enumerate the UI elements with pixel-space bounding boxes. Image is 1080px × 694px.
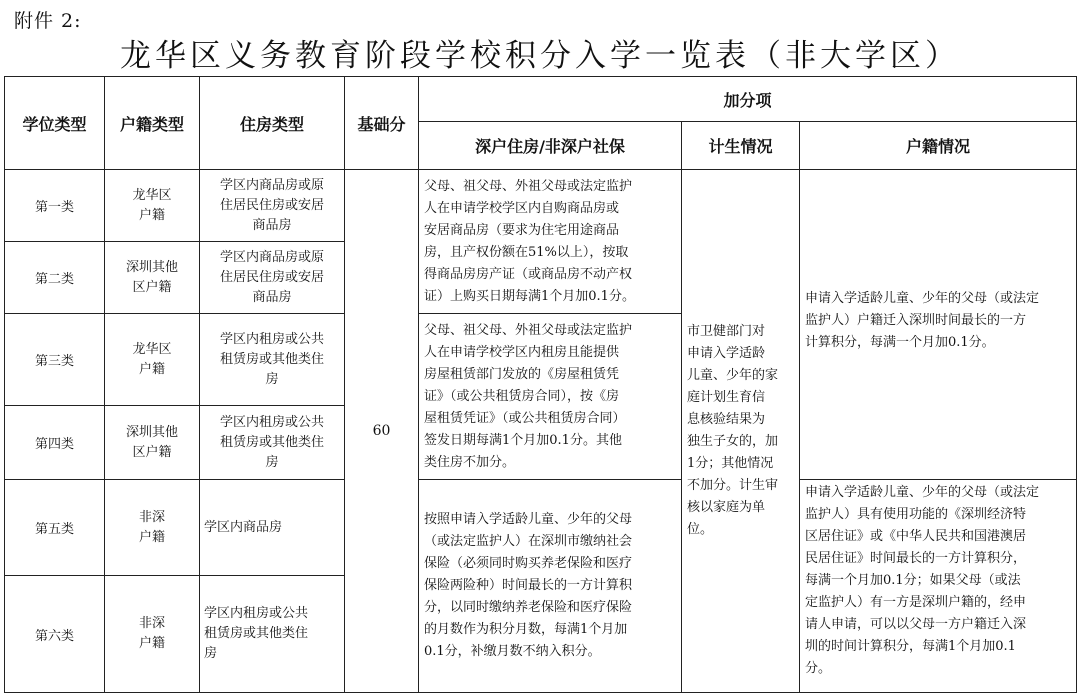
header-housing-social: 深户住房/非深户社保 (419, 122, 682, 170)
category-cell: 第四类 (5, 406, 105, 480)
category-cell: 第一类 (5, 170, 105, 242)
housing-cell: 学区内商品房 (200, 480, 345, 576)
header-degree-type: 学位类型 (5, 77, 105, 170)
hukou-cell: 深圳其他 区户籍 (105, 406, 200, 480)
header-base-score: 基础分 (345, 77, 419, 170)
housing-cell: 学区内租房或公共 租赁房或其他类住 房 (200, 406, 345, 480)
header-hukou-status: 户籍情况 (800, 122, 1077, 170)
category-cell: 第五类 (5, 480, 105, 576)
table-row (5, 170, 1077, 242)
header-bonus: 加分项 (419, 77, 1077, 122)
header-family-planning: 计生情况 (682, 122, 800, 170)
hukou-cell: 深圳其他 区户籍 (105, 242, 200, 314)
base-score-value: 60 (345, 170, 419, 693)
hukou-cell: 非深 户籍 (105, 480, 200, 576)
hukou-cell: 非深 户籍 (105, 576, 200, 693)
attachment-label: 附件 2: (14, 10, 82, 32)
hukou-status-shenzhen: 申请入学适龄儿童、少年的父母（或法定 监护人）户籍迁入深圳时间最长的一方 计算积分，每满一个月加0.1分。 (800, 170, 1077, 480)
bonus-owned-housing: 父母、祖父母、外祖父母或法定监护 人在申请学校学区内自购商品房或 安居商品房（要求为住宅用途商品 房，且产权份额在51%以上），按取 得商品房房产证（或商品房不动产权 证）上购买日期每满1个月加0.1分。 (419, 170, 682, 314)
housing-cell: 学区内租房或公共 租赁房或其他类住 房 (200, 576, 345, 693)
category-cell: 第三类 (5, 314, 105, 406)
table-row (5, 480, 1077, 576)
header-hukou-type: 户籍类型 (105, 77, 200, 170)
hukou-cell: 龙华区 户籍 (105, 170, 200, 242)
admission-points-table (4, 76, 1077, 693)
header-housing-type: 住房类型 (200, 77, 345, 170)
hukou-cell: 龙华区 户籍 (105, 314, 200, 406)
category-cell: 第二类 (5, 242, 105, 314)
housing-cell: 学区内商品房或原 住居民住房或安居 商品房 (200, 242, 345, 314)
housing-cell: 学区内商品房或原 住居民住房或安居 商品房 (200, 170, 345, 242)
bonus-rented-housing: 父母、祖父母、外祖父母或法定监护 人在申请学校学区内租房且能提供 房屋租赁部门发放的《房屋租赁凭 证》（或公共租赁房合同），按《房 屋租赁凭证》（或公共租赁房合同） 签发日期每满1个月加0.1分。其他 类住房不加分。 (419, 314, 682, 480)
family-planning-text: 市卫健部门对 申请入学适龄 儿童、少年的家 庭计划生育信 息核验结果为 独生子女的，加 1分；其他情况 不加分。计生审 核以家庭为单 位。 (682, 170, 800, 693)
housing-cell: 学区内租房或公共 租赁房或其他类住 房 (200, 314, 345, 406)
category-cell: 第六类 (5, 576, 105, 693)
page-title: 龙华区义务教育阶段学校积分入学一览表（非大学区） (120, 38, 960, 74)
hukou-status-non-shenzhen: 申请入学适龄儿童、少年的父母（或法定 监护人）具有使用功能的《深圳经济特 区居住证》或《中华人民共和国港澳居 民居住证》时间最长的一方计算积分， 每满一个月加0.1分；如果父母（或法 定监护人）有一方是深圳户籍的，经申 请人申请，可以以父母一方户籍迁入深 圳的时间计算积分，每满1个月加0.1 分。 (800, 480, 1077, 693)
bonus-social-security: 按照申请入学适龄儿童、少年的父母 （或法定监护人）在深圳市缴纳社会 保险（必须同时购买养老保险和医疗 保险两险种）时间最长的一方计算积 分，以同时缴纳养老保险和医疗保险 的月数作为积分月数，每满1个月加 0.1分，补缴月数不纳入积分。 (419, 480, 682, 693)
